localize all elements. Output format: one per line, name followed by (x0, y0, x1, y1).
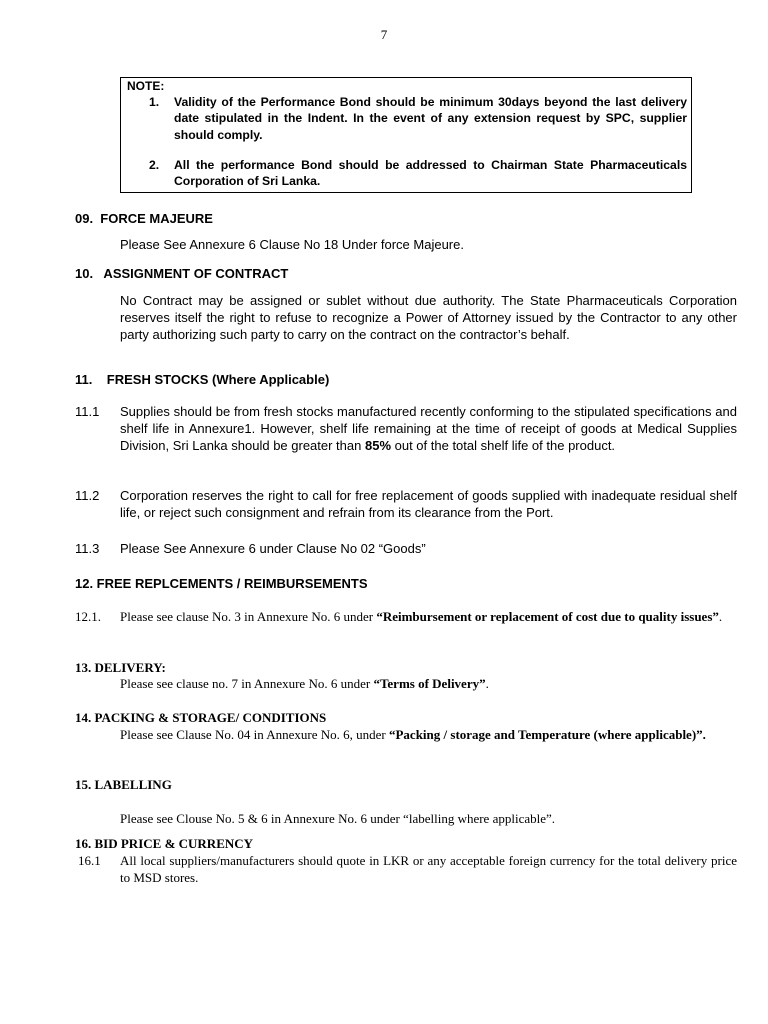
clause-text: Corporation reserves the right to call for free replacement of goods supplied with inadequate residual shelf life, or reject such consignment and refrain from its clearance from the Port. (120, 488, 737, 520)
section-heading-fresh-stocks: 11. FRESH STOCKS (Where Applicable) (75, 372, 330, 387)
clause-text (120, 609, 737, 626)
note-item (149, 157, 687, 190)
shelf-life-percent: 85% (364, 437, 392, 453)
clause-reference: “Reimbursement or replacement of cost due to quality issues” (376, 609, 719, 624)
note-item-text: All the performance Bond should be addressed to Chairman State Pharmaceuticals Corporation of Sri Lanka. (174, 158, 687, 189)
section-body-delivery (120, 676, 737, 693)
clause-text-part: out of the total shelf life of the product. (391, 437, 616, 453)
section-heading-delivery: 13. DELIVERY: (75, 660, 166, 675)
clause-number: 11.1 (75, 404, 100, 419)
note-item-number: 1. (149, 95, 160, 109)
section-heading-labelling: 15. LABELLING (75, 777, 172, 792)
clause-text: Please See Annexure 6 under Clause No 02 “Goods” (120, 541, 426, 556)
section-body-force-majeure: Please See Annexure 6 Clause No 18 Under force Majeure. (120, 237, 464, 252)
clause-text-part: Please see Clause No. 04 in Annexure No. 6, under (120, 727, 389, 742)
section-body-packing (120, 727, 737, 744)
clause-text-part: Please see clause No. 3 in Annexure No. 6 under (120, 609, 377, 624)
clause-number: 16.1 (78, 853, 101, 868)
clause-text (120, 404, 737, 454)
clause-number: 11.3 (75, 541, 100, 556)
section-heading-packing: 14. PACKING & STORAGE/ CONDITIONS (75, 710, 327, 725)
note-item (149, 94, 687, 143)
clause-text-part: Please see clause no. 7 in Annexure No. 6 under (120, 676, 374, 691)
note-title: NOTE: (127, 79, 165, 93)
section-heading-bid-price: 16. BID PRICE & CURRENCY (75, 836, 254, 851)
note-box (120, 77, 692, 193)
clause-text-part: Supplies should be from fresh stocks manufactured recently conforming to the stipulated specifications and shelf life in Annexure1. However, shelf life remaining at the time of receipt of goods at Medical Supplies Division, Sri Lanka should be greater than (120, 404, 737, 453)
section-heading-force-majeure: 09. FORCE MAJEURE (75, 211, 213, 226)
clause-number: 11.2 (75, 488, 100, 503)
clause-text-part: . (485, 676, 489, 691)
clause-text-part: . (718, 609, 723, 624)
note-item-number: 2. (149, 158, 160, 172)
clause-text: All local suppliers/manufacturers should quote in LKR or any acceptable foreign currency for the total delivery price to MSD stores. (120, 853, 737, 885)
clause-number: 12.1. (75, 609, 101, 624)
clause-reference: “Terms of Delivery” (373, 676, 486, 691)
note-item-text: Validity of the Performance Bond should be minimum 30days beyond the last delivery date stipulated in the Indent. In the event of any extension request by SPC, supplier should comply. (174, 95, 687, 142)
section-heading-free-replacements: 12. FREE REPLCEMENTS / REIMBURSEMENTS (75, 576, 368, 591)
page-number: 7 (380, 27, 388, 42)
section-heading-assignment: 10. ASSIGNMENT OF CONTRACT (75, 266, 289, 281)
section-body-labelling: Please see Clouse No. 5 & 6 in Annexure No. 6 under “labelling where applicable”. (120, 811, 556, 826)
section-body-assignment: No Contract may be assigned or sublet without due authority. The State Pharmaceuticals Corporation reserves itself the right to refuse to recognize a Power of Attorney issued by the Contractor to any other party authorizing such party to carry on the contract on the contractor’s behalf. (120, 293, 737, 342)
clause-reference: “Packing / storage and Temperature (where applicable)”. (388, 727, 706, 742)
